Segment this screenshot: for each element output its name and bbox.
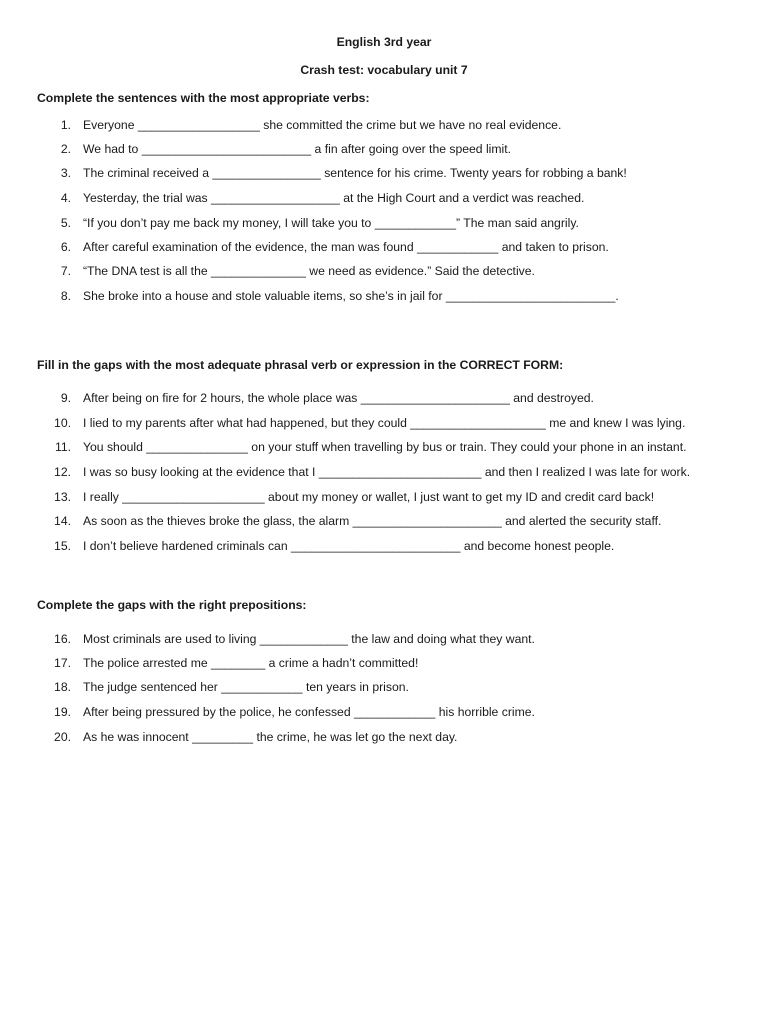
question-text: “If you don’t pay me back my money, I will take you to ____________” The man said angrily. (83, 216, 579, 230)
question-number: 3. (60, 166, 71, 180)
question-number: 14. (54, 514, 71, 528)
page-subtitle: Crash test: vocabulary unit 7 (300, 63, 468, 77)
question-text: Everyone __________________ she committed the crime but we have no real evidence. (83, 118, 562, 132)
question-number: 12. (54, 465, 71, 479)
question-text: I lied to my parents after what had happened, but they could ____________________ me and knew I was lying. (83, 416, 686, 430)
question-number: 5. (60, 216, 71, 230)
question-number: 6. (60, 240, 71, 254)
question-number: 9. (60, 391, 71, 405)
question-number: 15. (54, 539, 71, 553)
question-number: 11. (54, 440, 71, 454)
question-text: After being on fire for 2 hours, the whole place was ______________________ and destroyed. (83, 391, 594, 405)
question-number: 18. (54, 680, 71, 694)
question-text: I really _____________________ about my money or wallet, I just want to get my ID and credit card back! (83, 490, 655, 504)
question-number: 2. (60, 142, 71, 156)
question-number: 17. (54, 656, 71, 670)
section-2-instruction: Fill in the gaps with the most adequate phrasal verb or expression in the CORRECT FORM: (37, 358, 564, 372)
question-number: 7. (60, 264, 71, 278)
question-text: As he was innocent _________ the crime, he was let go the next day. (83, 730, 458, 744)
question-text: The judge sentenced her ____________ ten years in prison. (83, 680, 409, 694)
question-number: 13. (54, 490, 71, 504)
question-text: Most criminals are used to living _____________ the law and doing what they want. (83, 632, 535, 646)
question-number: 16. (54, 632, 71, 646)
section-1-instruction: Complete the sentences with the most appropriate verbs: (37, 91, 370, 105)
question-text: You should _______________ on your stuff when travelling by bus or train. They could your phone in an instant. (83, 440, 687, 454)
question-number: 8. (60, 289, 71, 303)
question-number: 4. (60, 191, 71, 205)
question-text: The police arrested me ________ a crime a hadn’t committed! (83, 656, 419, 670)
question-text: We had to _________________________ a fin after going over the speed limit. (83, 142, 512, 156)
question-text: I was so busy looking at the evidence that I ________________________ and then I realized I was late for work. (83, 465, 691, 479)
question-text: As soon as the thieves broke the glass, the alarm ______________________ and alerted the security staff. (83, 514, 662, 528)
question-number: 1. (60, 118, 71, 132)
page-title: English 3rd year (336, 35, 432, 49)
question-text: Yesterday, the trial was ___________________ at the High Court and a verdict was reached. (83, 191, 585, 205)
question-number: 10. (54, 416, 71, 430)
question-text: After being pressured by the police, he confessed ____________ his horrible crime. (83, 705, 535, 719)
question-text: I don’t believe hardened criminals can _________________________ and become honest people. (83, 539, 615, 553)
section-3-instruction: Complete the gaps with the right prepositions: (37, 598, 307, 612)
question-text: After careful examination of the evidence, the man was found ____________ and taken to prison. (83, 240, 609, 254)
question-number: 19. (54, 705, 71, 719)
question-number: 20. (54, 730, 71, 744)
question-text: She broke into a house and stole valuable items, so she’s in jail for _________________________. (83, 289, 619, 303)
question-text: “The DNA test is all the ______________ we need as evidence.” Said the detective. (83, 264, 535, 278)
question-text: The criminal received a ________________ sentence for his crime. Twenty years for robbing a bank! (83, 166, 627, 180)
